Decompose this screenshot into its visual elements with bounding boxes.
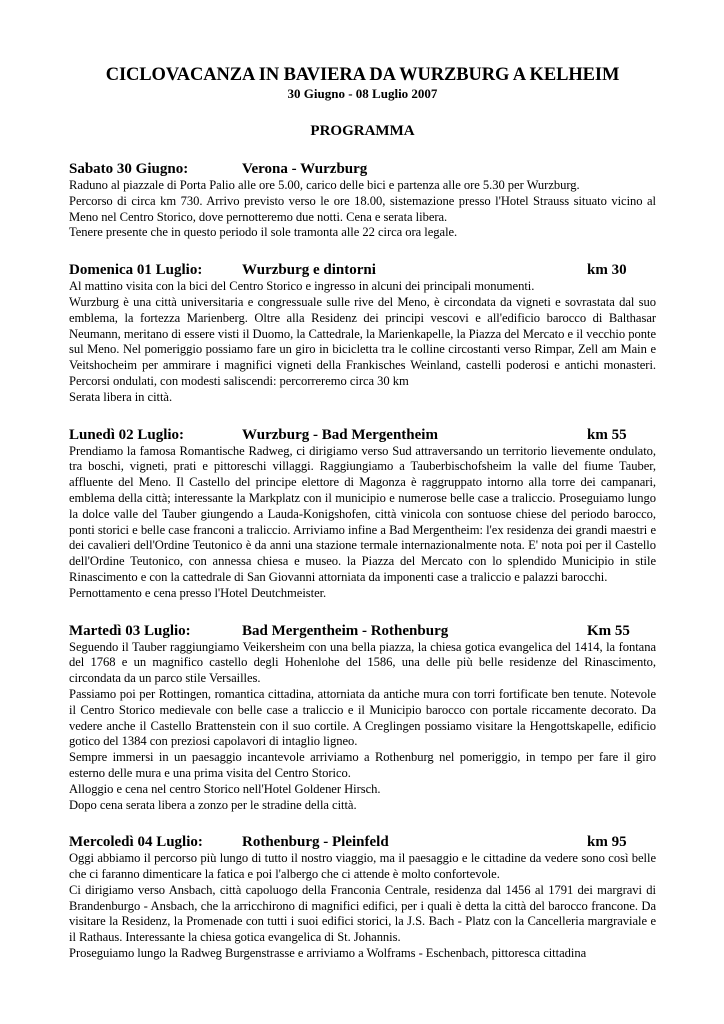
day-route: Wurzburg - Bad Mergentheim [242, 426, 438, 443]
day-paragraph: Pernottamento e cena presso l'Hotel Deutchmeister. [69, 585, 327, 600]
day-section [69, 426, 656, 602]
day-paragraph: Ci dirigiamo verso Ansbach, città capoluogo della Franconia Centrale, residenza dal 1456 al 1791 dei margravi di Brandenburgo - Ansbach, che la arricchirono di magnifici edifici, per i quali è detta la città del barocco francone. Da visitare la Residenz, la Promenade con tutti i suoi edifici storici, la J.S. Bach - Platz con la Cancelleria margraviale e il Rathaus. Interessante la chiesa gotica evangelica di St. Johannis. [69, 882, 656, 945]
day-paragraph: Oggi abbiamo il percorso più lungo di tutto il nostro viaggio, ma il paesaggio e le cittadine da vedere sono così belle che ci faranno dimenticare la fatica e poi l'albergo che ci attende è molto confortevole. [69, 851, 656, 882]
day-distance: km 95 [587, 834, 627, 851]
program-heading: PROGRAMMA [310, 123, 415, 139]
day-paragraph: Al mattino visita con la bici del Centro Storico e ingresso in alcuni dei principali monumenti. [69, 279, 535, 294]
document-dates: 30 Giugno - 08 Luglio 2007 [287, 86, 438, 101]
day-route: Rothenburg - Pleinfeld [242, 834, 389, 851]
day-paragraph: Dopo cena serata libera a zonzo per le stradine della città. [69, 797, 357, 812]
day-distance: Km 55 [587, 622, 630, 639]
day-paragraph: Tenere presente che in questo periodo il sole tramonta alle 22 circa ora legale. [69, 225, 458, 240]
day-section [69, 261, 656, 405]
day-date: Mercoledì 04 Luglio: [69, 834, 203, 851]
day-date: Martedì 03 Luglio: [69, 622, 191, 639]
day-paragraph: Serata libera in città. [69, 389, 173, 404]
day-distance: km 30 [587, 262, 627, 279]
document-page [69, 64, 656, 962]
day-paragraph: Seguendo il Tauber raggiungiamo Veikersheim con una bella piazza, la chiesa gotica evangelica del 1414, la fontana del 1768 e un magnifico castello degli Hohenlohe del 1586, una delle più belle residenze del Rinascimento, circondata da un parco stile Versailles. [69, 639, 656, 686]
document-title: CICLOVACANZA IN BAVIERA DA WURZBURG A KELHEIM [105, 65, 620, 85]
day-paragraph: Alloggio e cena nel centro Storico nell'Hotel Goldener Hirsch. [69, 781, 381, 796]
day-paragraph: Sempre immersi in un paesaggio incantevole arriviamo a Rothenburg nel pomeriggio, in tempo per fare il giro esterno delle mura e una prima visita del Centro Storico. [69, 750, 656, 780]
day-date: Domenica 01 Luglio: [69, 262, 203, 279]
day-route: Verona - Wurzburg [242, 161, 368, 177]
day-header [69, 160, 656, 178]
day-section [69, 833, 656, 962]
day-route: Bad Mergentheim - Rothenburg [242, 622, 449, 639]
day-paragraph: Proseguiamo lungo la Radweg Burgenstrasse e arriviamo a Wolframs - Eschenbach, pittoresca cittadina [69, 946, 587, 961]
day-distance: km 55 [587, 426, 627, 443]
day-section [69, 160, 656, 241]
day-route: Wurzburg e dintorni [242, 262, 376, 279]
day-paragraph: Prendiamo la famosa Romantische Radweg, ci dirigiamo verso Sud attraversando un territorio lievemente ondulato, tra boschi, vigneti, prati e pittoreschi villaggi. Raggiungiamo a Tauberbischofsheim la valle del fiume Tauber, affluente del Meno. Il Castello del principe elettore di Magonza è raggruppato intorno alla torre dei campanari, emblema della città; interessante la Markplatz con il municipio e numerose belle case a traliccio. Proseguiamo lungo la dolce valle del Tauber giungendo a Lauda-Konigshofen, città vinicola con sontuose chiese del periodo barocco, ponti storici e belle case franconi a traliccio. Arriviamo infine a Bad Mergentheim: l'ex residenza dei grandi maestri e dei cavalieri dell'Ordine Teutonico è da anni una stazione termale internazionalmente nota. E' nota poi per il Castello dell'Ordine Teutonico, con annessa chiesa e museo. la Piazza del Mercato con lo splendido Municipio in stile Rinascimento e con la cattedrale di San Giovanni attorniata da imponenti case a traliccio e palazzi barocchi. [69, 443, 656, 584]
day-paragraph: Raduno al piazzale di Porta Palio alle ore 5.00, carico delle bici e partenza alle ore 5.30 per Wurzburg. [69, 178, 580, 192]
day-section [69, 622, 656, 814]
day-header [69, 622, 656, 640]
day-paragraph: Wurzburg è una città universitaria e congressuale sulle rive del Meno, è circondata da vigneti e sovrastata dal suo emblema, la fortezza Marienberg. Oltre alla Residenz dei principi vescovi e all'edificio barocco di Balthasar Neumann, meritano di essere visti il Duomo, la Cattedrale, la Marienkapelle, la Piazza del Mercato e il vecchio ponte sul Meno. Nel pomeriggio possiamo fare un giro in bicicletta tra le colline circostanti verso Rimpar, Zell am Main e Veitshocheim per ammirare i magnifici vigneti della Frankisches Weinland, castelli poderosi e antichi monasteri. Percorsi ondulati, con modesti saliscendi: percorreremo circa 30 km [69, 294, 656, 388]
day-header [69, 833, 656, 851]
day-paragraph: Percorso di circa km 730. Arrivo previsto verso le ore 18.00, sistemazione presso l'Hotel Strauss situato vicino al Meno nel Centro Storico, dove pernotteremo due notti. Cena e serata libera. [69, 193, 656, 224]
day-date: Sabato 30 Giugno: [69, 161, 189, 177]
day-header [69, 426, 656, 444]
day-date: Lunedì 02 Luglio: [69, 426, 185, 443]
day-header [69, 261, 656, 279]
day-paragraph: Passiamo poi per Rottingen, romantica cittadina, attorniata da antiche mura con torri fortificate ben tenute. Notevole il Centro Storico medievale con belle case a traliccio e il Municipio barocco con portale riccamente decorato. Da vedere anche il Castello Brattenstein con il suo cortile. A Creglingen possiamo visitare la Hengottskapelle, edificio gotico del 1384 con preziosi capolavori di intaglio ligneo. [69, 686, 656, 749]
